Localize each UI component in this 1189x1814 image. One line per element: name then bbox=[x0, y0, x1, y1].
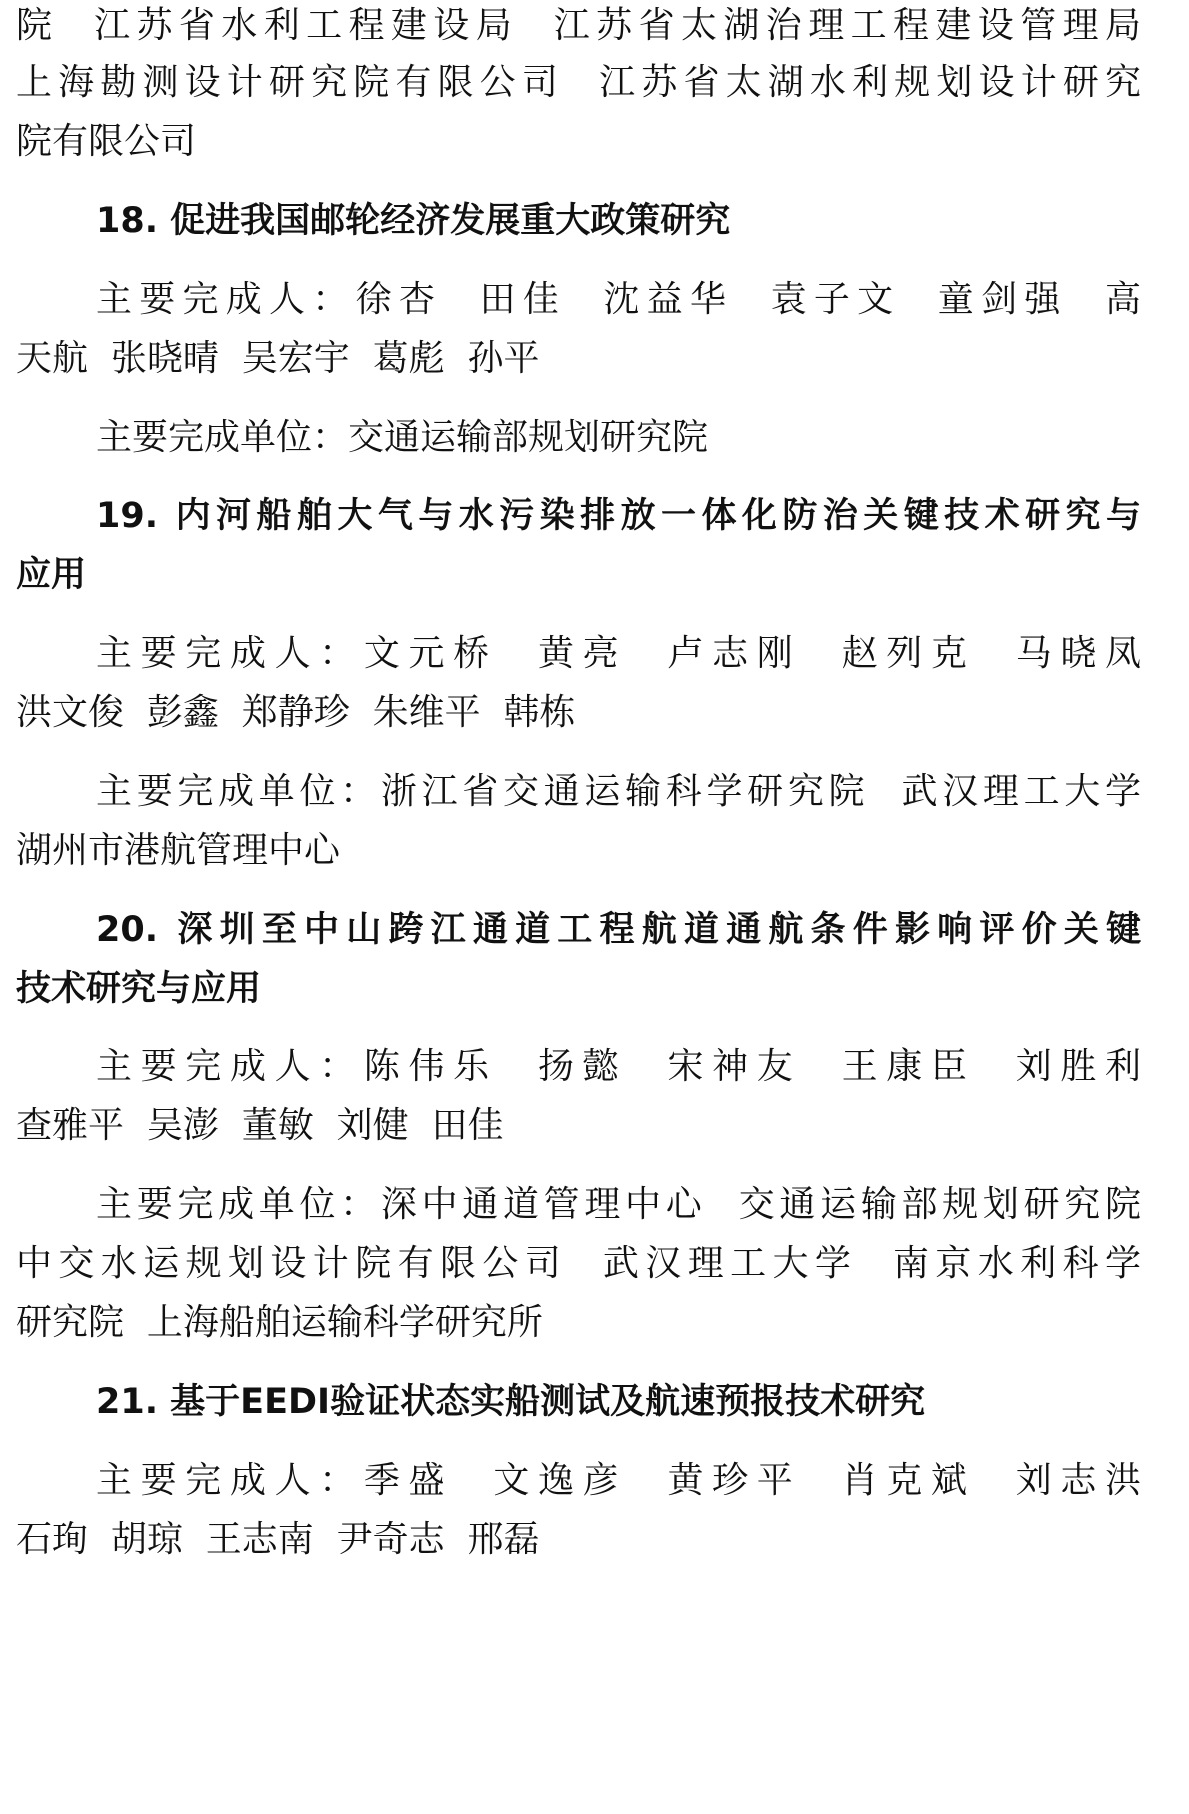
continuation-units-line-3: 院有限公司 bbox=[16, 121, 197, 162]
item-19-units-line-2: 湖州市港航管理中心 bbox=[16, 830, 341, 871]
item-20-people-line-2: 查雅平 吴澎 董敏 刘健 田佳 bbox=[16, 1105, 504, 1146]
item-19-title-line-1: 19. 内河船舶大气与水污染排放一体化防治关键技术研究与 bbox=[96, 496, 1141, 536]
continuation-units-line-1: 院 江苏省水利工程建设局 江苏省太湖治理工程建设管理局 bbox=[16, 5, 1141, 46]
item-21-people-line-1: 主要完成人：季盛 文逸彦 黄珍平 肖克斌 刘志洪 bbox=[96, 1460, 1141, 1501]
item-20-title-line-2: 技术研究与应用 bbox=[16, 969, 262, 1009]
continuation-units-line-2: 上海勘测设计研究院有限公司 江苏省太湖水利规划设计研究 bbox=[16, 62, 1141, 103]
item-18-title: 18. 促进我国邮轮经济发展重大政策研究 bbox=[96, 201, 731, 241]
item-18-units: 主要完成单位：交通运输部规划研究院 bbox=[96, 417, 709, 458]
item-18-people-line-2: 天航 张晓晴 吴宏宇 葛彪 孙平 bbox=[16, 338, 540, 379]
item-20-units-line-3: 研究院 上海船舶运输科学研究所 bbox=[16, 1302, 543, 1343]
item-21-title: 21. 基于EEDI验证状态实船测试及航速预报技术研究 bbox=[96, 1382, 926, 1422]
item-21-people-line-2: 石珣 胡琼 王志南 尹奇志 邢磊 bbox=[16, 1519, 540, 1560]
item-20-title-line-1: 20. 深圳至中山跨江通道工程航道通航条件影响评价关键 bbox=[96, 910, 1141, 950]
item-19-title-line-2: 应用 bbox=[16, 555, 87, 595]
item-20-people-line-1: 主要完成人：陈伟乐 扬懿 宋神友 王康臣 刘胜利 bbox=[96, 1046, 1141, 1087]
item-20-units-line-1: 主要完成单位：深中通道管理中心 交通运输部规划研究院 bbox=[96, 1184, 1141, 1225]
item-18-people-line-1: 主要完成人：徐杏 田佳 沈益华 袁子文 童剑强 高 bbox=[96, 279, 1141, 320]
item-19-people-line-1: 主要完成人：文元桥 黄亮 卢志刚 赵列克 马晓凤 bbox=[96, 633, 1141, 674]
item-20-units-line-2: 中交水运规划设计院有限公司 武汉理工大学 南京水利科学 bbox=[16, 1243, 1141, 1284]
item-19-people-line-2: 洪文俊 彭鑫 郑静珍 朱维平 韩栋 bbox=[16, 692, 576, 733]
item-19-units-line-1: 主要完成单位：浙江省交通运输科学研究院 武汉理工大学 bbox=[96, 771, 1141, 812]
